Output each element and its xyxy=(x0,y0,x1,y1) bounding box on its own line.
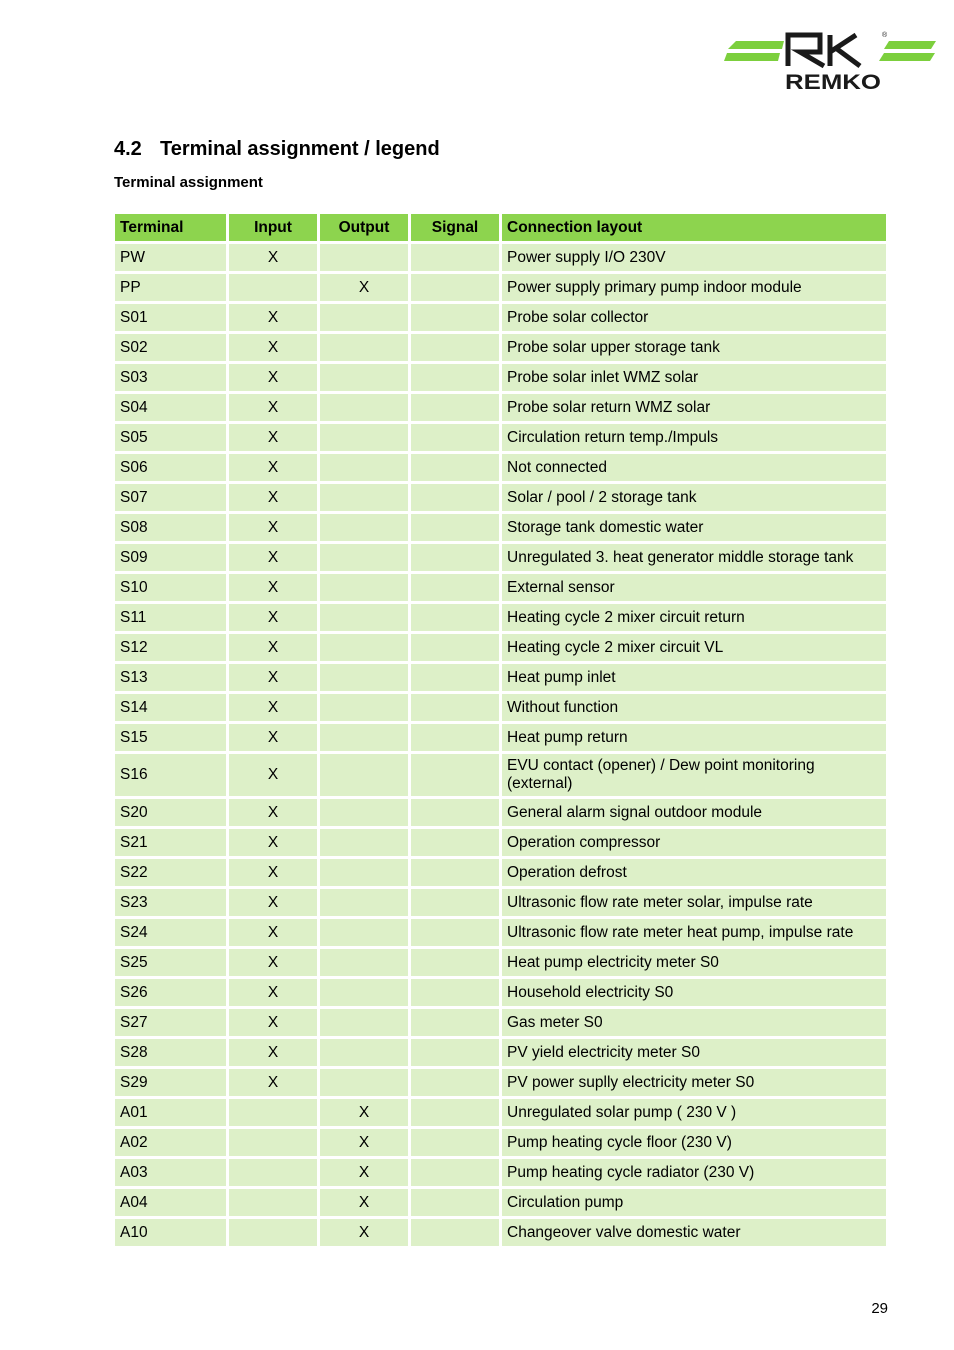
table-row xyxy=(115,484,886,511)
input-cell xyxy=(229,1129,317,1156)
table-row xyxy=(115,634,886,661)
input-cell: X xyxy=(229,544,317,571)
table-row xyxy=(115,1009,886,1036)
connection-layout-cell: Heat pump return xyxy=(502,724,886,751)
input-cell: X xyxy=(229,1039,317,1066)
output-cell xyxy=(320,724,408,751)
terminal-cell: S24 xyxy=(115,919,226,946)
table-row xyxy=(115,424,886,451)
output-cell xyxy=(320,484,408,511)
input-cell: X xyxy=(229,454,317,481)
connection-layout-cell: Probe solar collector xyxy=(502,304,886,331)
output-cell xyxy=(320,424,408,451)
terminal-cell: S08 xyxy=(115,514,226,541)
input-cell: X xyxy=(229,424,317,451)
terminal-cell: A03 xyxy=(115,1159,226,1186)
logo-rk-mark xyxy=(788,35,860,66)
signal-cell xyxy=(411,1159,499,1186)
table-row xyxy=(115,754,886,796)
input-cell: X xyxy=(229,1069,317,1096)
output-cell: X xyxy=(320,1219,408,1246)
table-row xyxy=(115,394,886,421)
terminal-cell: S13 xyxy=(115,664,226,691)
signal-cell xyxy=(411,544,499,571)
input-cell: X xyxy=(229,979,317,1006)
output-cell: X xyxy=(320,1159,408,1186)
signal-cell xyxy=(411,574,499,601)
table-row xyxy=(115,694,886,721)
output-cell xyxy=(320,859,408,886)
output-cell: X xyxy=(320,1129,408,1156)
output-cell xyxy=(320,799,408,826)
connection-layout-cell: General alarm signal outdoor module xyxy=(502,799,886,826)
connection-layout-cell: Storage tank domestic water xyxy=(502,514,886,541)
header-output: Output xyxy=(320,214,408,241)
terminal-cell: S25 xyxy=(115,949,226,976)
output-cell xyxy=(320,244,408,271)
terminal-cell: S21 xyxy=(115,829,226,856)
input-cell xyxy=(229,1159,317,1186)
input-cell: X xyxy=(229,799,317,826)
signal-cell xyxy=(411,889,499,916)
connection-layout-cell: Household electricity S0 xyxy=(502,979,886,1006)
connection-layout-cell: Solar / pool / 2 storage tank xyxy=(502,484,886,511)
connection-layout-cell: Ultrasonic flow rate meter heat pump, impulse rate xyxy=(502,919,886,946)
input-cell xyxy=(229,1189,317,1216)
connection-layout-cell: Pump heating cycle radiator (230 V) xyxy=(502,1159,886,1186)
table-row xyxy=(115,1189,886,1216)
table-row xyxy=(115,304,886,331)
connection-layout-cell: External sensor xyxy=(502,574,886,601)
input-cell: X xyxy=(229,664,317,691)
table-row xyxy=(115,919,886,946)
signal-cell xyxy=(411,634,499,661)
signal-cell xyxy=(411,1039,499,1066)
table-row xyxy=(115,1159,886,1186)
terminal-cell: S27 xyxy=(115,1009,226,1036)
terminal-cell: S11 xyxy=(115,604,226,631)
table-row xyxy=(115,799,886,826)
table-row xyxy=(115,244,886,271)
terminal-cell: S10 xyxy=(115,574,226,601)
connection-layout-cell: Pump heating cycle floor (230 V) xyxy=(502,1129,886,1156)
output-cell: X xyxy=(320,1189,408,1216)
output-cell xyxy=(320,394,408,421)
output-cell xyxy=(320,829,408,856)
input-cell: X xyxy=(229,1009,317,1036)
connection-layout-cell: Changeover valve domestic water xyxy=(502,1219,886,1246)
terminal-cell: S23 xyxy=(115,889,226,916)
signal-cell xyxy=(411,484,499,511)
connection-layout-cell: EVU contact (opener) / Dew point monitoring (external) xyxy=(502,754,886,796)
input-cell: X xyxy=(229,889,317,916)
input-cell: X xyxy=(229,334,317,361)
table-subtitle: Terminal assignment xyxy=(114,174,263,191)
terminal-cell: PW xyxy=(115,244,226,271)
connection-layout-cell: Power supply primary pump indoor module xyxy=(502,274,886,301)
table-row xyxy=(115,1099,886,1126)
output-cell xyxy=(320,634,408,661)
signal-cell xyxy=(411,724,499,751)
signal-cell xyxy=(411,1069,499,1096)
output-cell xyxy=(320,574,408,601)
table-row xyxy=(115,949,886,976)
output-cell xyxy=(320,889,408,916)
connection-layout-cell: Heating cycle 2 mixer circuit return xyxy=(502,604,886,631)
connection-layout-cell: Power supply I/O 230V xyxy=(502,244,886,271)
signal-cell xyxy=(411,829,499,856)
terminal-cell: S09 xyxy=(115,544,226,571)
terminal-cell: S12 xyxy=(115,634,226,661)
terminal-cell: S06 xyxy=(115,454,226,481)
table-row xyxy=(115,334,886,361)
logo-left-green-stripes xyxy=(724,41,784,61)
signal-cell xyxy=(411,1189,499,1216)
connection-layout-cell: Heat pump inlet xyxy=(502,664,886,691)
terminal-cell: A02 xyxy=(115,1129,226,1156)
table-row xyxy=(115,979,886,1006)
input-cell xyxy=(229,1219,317,1246)
connection-layout-cell: Not connected xyxy=(502,454,886,481)
table-row xyxy=(115,829,886,856)
terminal-cell: S14 xyxy=(115,694,226,721)
input-cell: X xyxy=(229,949,317,976)
table-header-row xyxy=(115,214,886,241)
header-connection-layout: Connection layout xyxy=(502,214,886,241)
table-row xyxy=(115,1219,886,1246)
connection-layout-cell: PV power suplly electricity meter S0 xyxy=(502,1069,886,1096)
input-cell: X xyxy=(229,394,317,421)
terminal-cell: S26 xyxy=(115,979,226,1006)
connection-layout-cell: Circulation pump xyxy=(502,1189,886,1216)
input-cell: X xyxy=(229,859,317,886)
signal-cell xyxy=(411,919,499,946)
signal-cell xyxy=(411,514,499,541)
table-body xyxy=(115,244,886,1246)
output-cell xyxy=(320,979,408,1006)
signal-cell xyxy=(411,694,499,721)
table-row xyxy=(115,544,886,571)
signal-cell xyxy=(411,394,499,421)
terminal-cell: S20 xyxy=(115,799,226,826)
logo-registered-mark: ® xyxy=(882,32,888,39)
logo-wordmark: REMKO xyxy=(785,71,881,94)
input-cell: X xyxy=(229,634,317,661)
terminal-cell: S07 xyxy=(115,484,226,511)
table-row xyxy=(115,274,886,301)
signal-cell xyxy=(411,304,499,331)
connection-layout-cell: Probe solar inlet WMZ solar xyxy=(502,364,886,391)
terminal-cell: S15 xyxy=(115,724,226,751)
output-cell xyxy=(320,454,408,481)
logo-right-green-stripes xyxy=(879,41,936,61)
input-cell: X xyxy=(229,694,317,721)
output-cell: X xyxy=(320,1099,408,1126)
terminal-cell: S01 xyxy=(115,304,226,331)
connection-layout-cell: Heat pump electricity meter S0 xyxy=(502,949,886,976)
signal-cell xyxy=(411,244,499,271)
header-signal: Signal xyxy=(411,214,499,241)
output-cell xyxy=(320,334,408,361)
input-cell: X xyxy=(229,484,317,511)
page-number: 29 xyxy=(871,1300,888,1317)
output-cell xyxy=(320,664,408,691)
section-title: Terminal assignment / legend xyxy=(160,138,440,160)
header-input: Input xyxy=(229,214,317,241)
terminal-cell: S29 xyxy=(115,1069,226,1096)
terminal-cell: S22 xyxy=(115,859,226,886)
connection-layout-cell: Unregulated solar pump ( 230 V ) xyxy=(502,1099,886,1126)
signal-cell xyxy=(411,334,499,361)
signal-cell xyxy=(411,799,499,826)
connection-layout-cell: Probe solar return WMZ solar xyxy=(502,394,886,421)
signal-cell xyxy=(411,604,499,631)
table-row xyxy=(115,604,886,631)
terminal-cell: S03 xyxy=(115,364,226,391)
signal-cell xyxy=(411,1009,499,1036)
signal-cell xyxy=(411,859,499,886)
connection-layout-cell: Gas meter S0 xyxy=(502,1009,886,1036)
output-cell xyxy=(320,364,408,391)
terminal-cell: S28 xyxy=(115,1039,226,1066)
signal-cell xyxy=(411,454,499,481)
connection-layout-cell: Operation defrost xyxy=(502,859,886,886)
output-cell xyxy=(320,1039,408,1066)
terminal-cell: S05 xyxy=(115,424,226,451)
signal-cell xyxy=(411,664,499,691)
output-cell xyxy=(320,304,408,331)
section-number: 4.2 xyxy=(114,138,142,160)
input-cell: X xyxy=(229,304,317,331)
output-cell xyxy=(320,514,408,541)
remko-logo xyxy=(724,28,938,94)
table-row xyxy=(115,1129,886,1156)
connection-layout-cell: Probe solar upper storage tank xyxy=(502,334,886,361)
input-cell: X xyxy=(229,514,317,541)
terminal-cell: A10 xyxy=(115,1219,226,1246)
signal-cell xyxy=(411,754,499,796)
output-cell xyxy=(320,544,408,571)
table-row xyxy=(115,364,886,391)
connection-layout-cell: Operation compressor xyxy=(502,829,886,856)
terminal-cell: A04 xyxy=(115,1189,226,1216)
input-cell: X xyxy=(229,724,317,751)
table-row xyxy=(115,724,886,751)
output-cell xyxy=(320,694,408,721)
header-terminal: Terminal xyxy=(115,214,226,241)
output-cell xyxy=(320,919,408,946)
terminal-cell: S02 xyxy=(115,334,226,361)
input-cell xyxy=(229,1099,317,1126)
connection-layout-cell: Unregulated 3. heat generator middle storage tank xyxy=(502,544,886,571)
table-row xyxy=(115,1069,886,1096)
table-row xyxy=(115,664,886,691)
output-cell xyxy=(320,604,408,631)
signal-cell xyxy=(411,274,499,301)
terminal-cell: A01 xyxy=(115,1099,226,1126)
input-cell: X xyxy=(229,754,317,796)
table-row xyxy=(115,454,886,481)
output-cell xyxy=(320,949,408,976)
input-cell: X xyxy=(229,604,317,631)
input-cell: X xyxy=(229,574,317,601)
output-cell: X xyxy=(320,274,408,301)
terminal-cell: S16 xyxy=(115,754,226,796)
terminal-cell: PP xyxy=(115,274,226,301)
terminal-assignment-table xyxy=(112,211,889,1249)
signal-cell xyxy=(411,949,499,976)
table-row xyxy=(115,1039,886,1066)
connection-layout-cell: Ultrasonic flow rate meter solar, impulse rate xyxy=(502,889,886,916)
input-cell: X xyxy=(229,244,317,271)
section-heading xyxy=(114,138,440,161)
connection-layout-cell: Without function xyxy=(502,694,886,721)
signal-cell xyxy=(411,364,499,391)
connection-layout-cell: Heating cycle 2 mixer circuit VL xyxy=(502,634,886,661)
input-cell: X xyxy=(229,919,317,946)
output-cell xyxy=(320,1009,408,1036)
input-cell: X xyxy=(229,829,317,856)
signal-cell xyxy=(411,424,499,451)
connection-layout-cell: PV yield electricity meter S0 xyxy=(502,1039,886,1066)
table-row xyxy=(115,889,886,916)
output-cell xyxy=(320,1069,408,1096)
connection-layout-cell: Circulation return temp./Impuls xyxy=(502,424,886,451)
output-cell xyxy=(320,754,408,796)
table-row xyxy=(115,859,886,886)
signal-cell xyxy=(411,979,499,1006)
table-row xyxy=(115,574,886,601)
table-row xyxy=(115,514,886,541)
input-cell xyxy=(229,274,317,301)
signal-cell xyxy=(411,1129,499,1156)
input-cell: X xyxy=(229,364,317,391)
signal-cell xyxy=(411,1219,499,1246)
terminal-cell: S04 xyxy=(115,394,226,421)
signal-cell xyxy=(411,1099,499,1126)
